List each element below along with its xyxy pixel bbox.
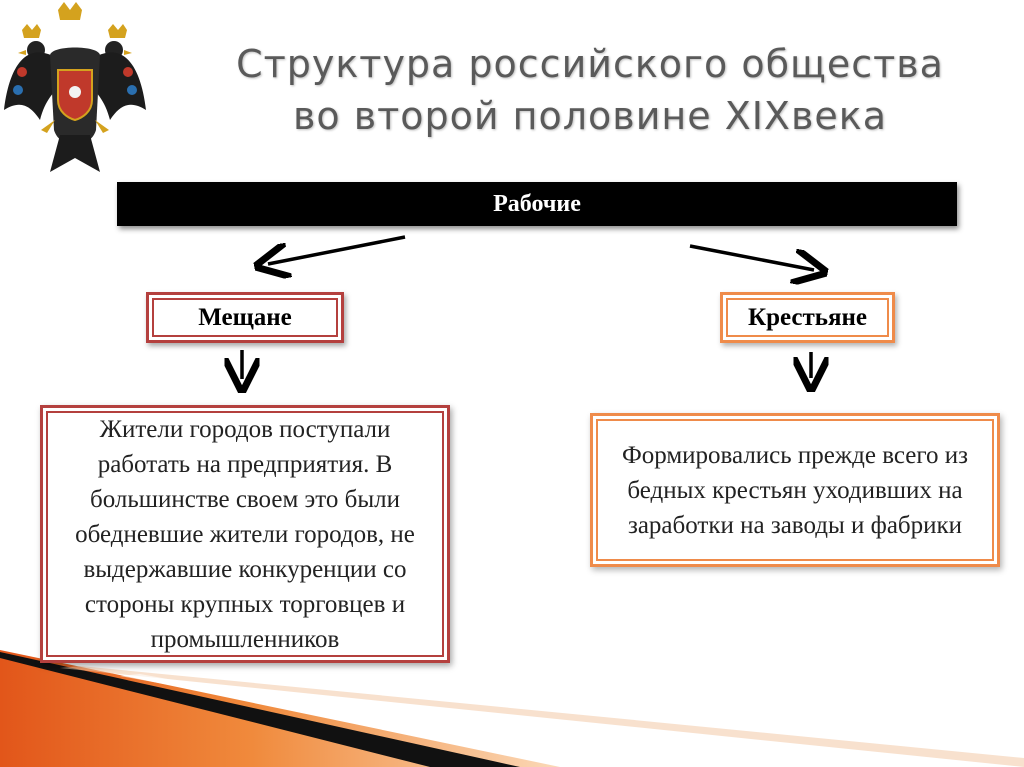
node-krestyane-label: Крестьяне bbox=[747, 303, 868, 331]
krestyane-description-box bbox=[590, 413, 1000, 567]
double-headed-eagle-emblem-icon bbox=[0, 0, 150, 180]
slide-title bbox=[160, 38, 1020, 142]
arrow-down-right-icon bbox=[690, 246, 814, 270]
meshchane-description-box bbox=[40, 405, 450, 663]
meshchane-description: Жители городов поступали работать на предприятия. В большинстве своем это были обедневшие жители городов, не выдержавшие конкуренции со стороны крупных торговцев и промышленников bbox=[75, 415, 415, 653]
arrow-down-left-icon bbox=[268, 237, 405, 264]
top-node-label: Рабочие bbox=[493, 190, 581, 217]
krestyane-description: Формировались прежде всего из бедных крестьян уходивших на заработки на заводы и фабрики bbox=[621, 441, 969, 539]
top-node-workers bbox=[117, 182, 957, 226]
title-line-1: Структура российского общества bbox=[236, 42, 944, 86]
title-line-2: во второй половине XIXвека bbox=[293, 94, 887, 138]
node-meshchane bbox=[146, 292, 344, 343]
node-meshchane-label: Мещане bbox=[198, 303, 292, 331]
node-krestyane bbox=[720, 292, 895, 343]
